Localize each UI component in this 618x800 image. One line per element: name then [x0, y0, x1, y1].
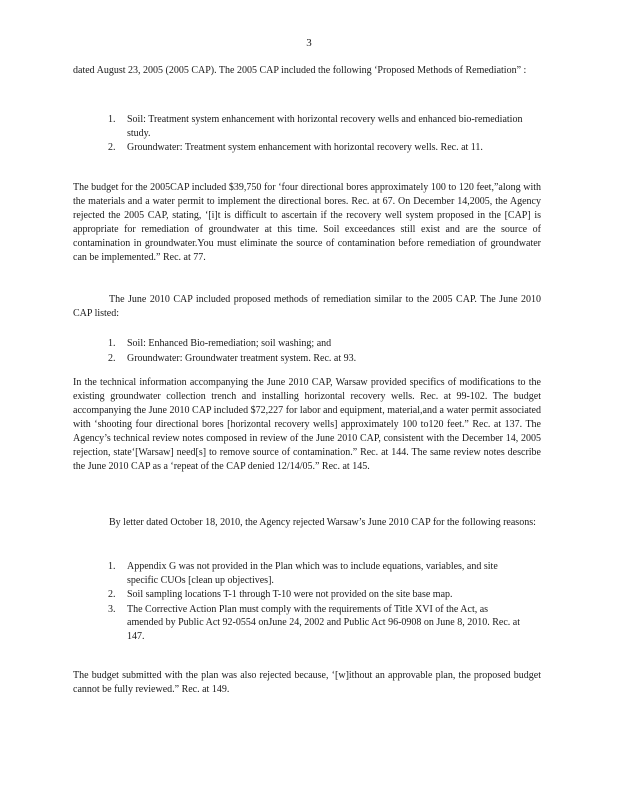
list-rejection-reasons: [108, 560, 523, 644]
list-item: [108, 560, 523, 587]
list-item: [108, 337, 523, 351]
list-item-text: Soil: Enhanced Bio-remediation; soil washing; and: [127, 338, 332, 349]
list-item-number: 1.: [108, 338, 116, 349]
list-item-number: 2.: [108, 589, 116, 600]
list-item-number: 2.: [108, 142, 116, 153]
list-item-number: 3.: [108, 603, 116, 615]
list-item: [108, 113, 523, 140]
list-item-number: 1.: [108, 114, 116, 125]
list-item: [108, 603, 523, 644]
paragraph-technical-information: In the technical information accompanying the June 2010 CAP, Warsaw provided specifics of modifications to the existing groundwater collection trench and installing horizontal recovery wells. Rec. at 99-102. The budget accompanying the June 2010 CAP included $72,227 for labor and equipment, material,and a water permit associated with ‘shooting four directional bores [horizontal recovery wells] approximately 100 to120 feet.” Rec. at 137. The Agency’s technical review notes composed in review of the June 2010 CAP, consistent with the December 14, 2005 rejection, state‘[Warsaw] need[s] to remove source of contamination.” Rec. at 144. The same review notes describe the June 2010 CAP as a ‘repeat of the CAP denied 12/14/05.” Rec. at 145.: [73, 377, 541, 472]
paragraph-2005-budget-rejection: The budget for the 2005CAP included $39,750 for ‘four directional bores approximately 100 to 120 feet,”along with the materials and a water permit to implement the directional bores. Rec. at 67. On December 14,2005, the Agency rejected the 2005 CAP, stating, ‘[i]t is difficult to ascertain if the recovery well system proposed in the [CAP] is appropriate for remediation of groundwater at this time. Soil exceedances still exist and are the source of contamination in groundwater.You must eliminate the source of contamination before remediation of groundwater can be implemented.” Rec. at 77.: [73, 182, 541, 263]
paragraph-budget-rejected: The budget submitted with the plan was also rejected because, ‘[w]ithout an approvable plan, the proposed budget cannot be fully reviewed.” Rec. at 149.: [73, 670, 541, 695]
paragraph-october-2010-rejection: By letter dated October 18, 2010, the Agency rejected Warsaw’s June 2010 CAP for the following reasons:: [109, 517, 536, 528]
list-item-text: Soil sampling locations T-1 through T-10 were not provided on the site base map.: [127, 589, 453, 600]
list-item-text: Appendix G was not provided in the Plan which was to include equations, variables, and site specific CUOs [clean up objectives].: [127, 561, 498, 586]
paragraph-june-2010-cap: The June 2010 CAP included proposed methods of remediation similar to the 2005 CAP. The June 2010 CAP listed:: [73, 294, 541, 319]
list-item-text: Groundwater: Groundwater treatment system. Rec. at 93.: [127, 352, 357, 364]
list-2005-cap-methods: [108, 113, 523, 156]
list-item-number: 1.: [108, 561, 116, 572]
list-item-text: Groundwater: Treatment system enhancement with horizontal recovery wells. Rec. at 11.: [127, 142, 483, 153]
list-june-2010-cap-methods: [108, 337, 523, 366]
paragraph-2005-cap-intro: dated August 23, 2005 (2005 CAP). The 2005 CAP included the following ‘Proposed Methods of Remediation” :: [73, 65, 527, 76]
list-item-number: 2.: [108, 352, 116, 364]
page-number: 3: [306, 37, 312, 49]
list-item: [108, 141, 523, 155]
list-item-text: The Corrective Action Plan must comply with the requirements of Title XVI of the Act, as amended by Public Act 92-0554 onJune 24, 2002 and Public Act 96-0908 on June 8, 2010. Rec. at 147.: [127, 603, 521, 642]
list-item-text: Soil: Treatment system enhancement with horizontal recovery wells and enhanced bio-remediation study.: [127, 114, 523, 139]
list-item: [108, 352, 523, 366]
list-item: [108, 588, 523, 602]
